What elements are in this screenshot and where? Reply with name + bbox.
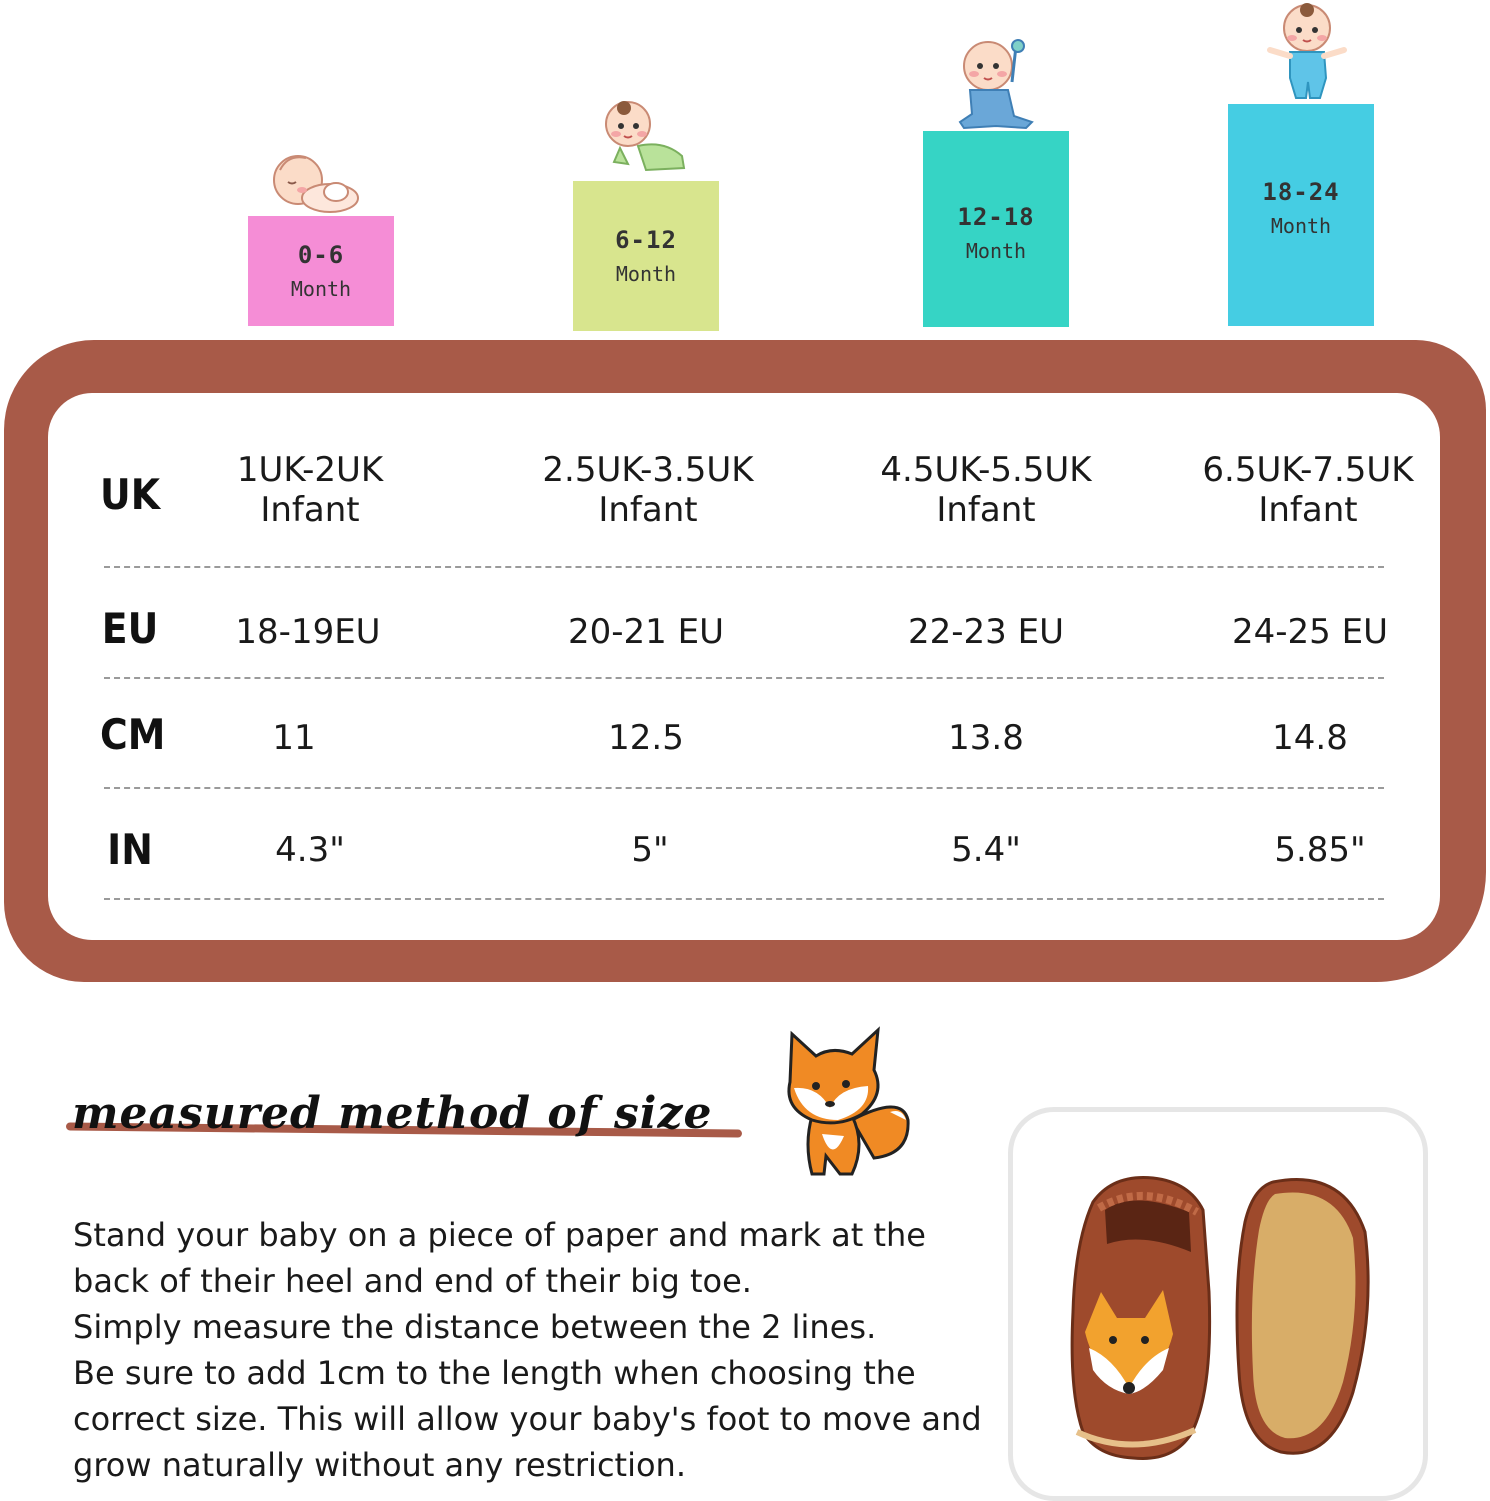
table-cell: 20-21 EU — [568, 612, 724, 652]
age-range: 0-6 — [297, 241, 345, 269]
age-range: 18-24 — [1262, 178, 1340, 206]
age-unit: Month — [290, 277, 352, 301]
table-cell: 12.5 — [608, 718, 684, 758]
table-cell: 11 — [272, 718, 316, 758]
cell-size: 1UK-2UK — [236, 450, 384, 490]
age-range: 6-12 — [615, 226, 677, 254]
row-label-in: IN — [107, 825, 153, 874]
cell-size: 4.5UK-5.5UK — [880, 450, 1092, 490]
product-image-box — [1008, 1107, 1428, 1501]
table-cell: 4.3" — [275, 830, 345, 870]
row-divider — [104, 787, 1384, 789]
table-cell: 5.85" — [1274, 830, 1366, 870]
fox-icon — [782, 1024, 912, 1180]
age-block-18-24 — [1228, 104, 1374, 326]
table-cell: 5" — [631, 830, 669, 870]
table-cell: 5.4" — [951, 830, 1021, 870]
row-divider — [104, 898, 1384, 900]
age-block-12-18 — [923, 131, 1069, 327]
row-divider — [104, 566, 1384, 568]
cell-type: Infant — [598, 490, 698, 530]
method-heading: measured method of size — [72, 1088, 713, 1139]
row-divider — [104, 677, 1384, 679]
instruction-paragraph: Simply measure the distance between the 2 lines. — [73, 1308, 877, 1346]
table-cell — [846, 450, 1126, 530]
age-block-6-12 — [573, 181, 719, 331]
method-instructions — [73, 1212, 983, 1488]
table-cell: 14.8 — [1272, 718, 1348, 758]
cell-type: Infant — [936, 490, 1036, 530]
age-unit: Month — [1270, 214, 1332, 238]
crawling-baby-icon — [594, 96, 692, 182]
table-cell — [1168, 450, 1448, 530]
age-range: 12-18 — [957, 203, 1035, 231]
instruction-paragraph: Stand your baby on a piece of paper and mark at the back of their heel and end of their big toe. — [73, 1216, 926, 1300]
cell-size: 6.5UK-7.5UK — [1202, 450, 1414, 490]
cell-size: 2.5UK-3.5UK — [542, 450, 754, 490]
table-cell: 22-23 EU — [908, 612, 1064, 652]
row-label-eu: EU — [101, 604, 159, 653]
table-cell: 13.8 — [948, 718, 1024, 758]
table-cell — [508, 450, 788, 530]
cell-type: Infant — [1258, 490, 1358, 530]
sitting-baby-icon — [952, 38, 1044, 130]
table-cell: 24-25 EU — [1232, 612, 1388, 652]
table-cell — [170, 450, 450, 530]
instruction-paragraph: Be sure to add 1cm to the length when choosing the correct size. This will allow your baby's foot to move and grow naturally without any restriction. — [73, 1354, 982, 1484]
sleeping-baby-icon — [268, 150, 364, 218]
standing-baby-icon — [1262, 2, 1352, 102]
shoe-icon — [1013, 1112, 1423, 1496]
row-label-uk: UK — [100, 470, 160, 519]
table-cell: 18-19EU — [235, 612, 381, 652]
cell-type: Infant — [260, 490, 360, 530]
age-unit: Month — [615, 262, 677, 286]
age-unit: Month — [965, 239, 1027, 263]
age-block-0-6 — [248, 216, 394, 326]
row-label-cm: CM — [100, 710, 166, 759]
